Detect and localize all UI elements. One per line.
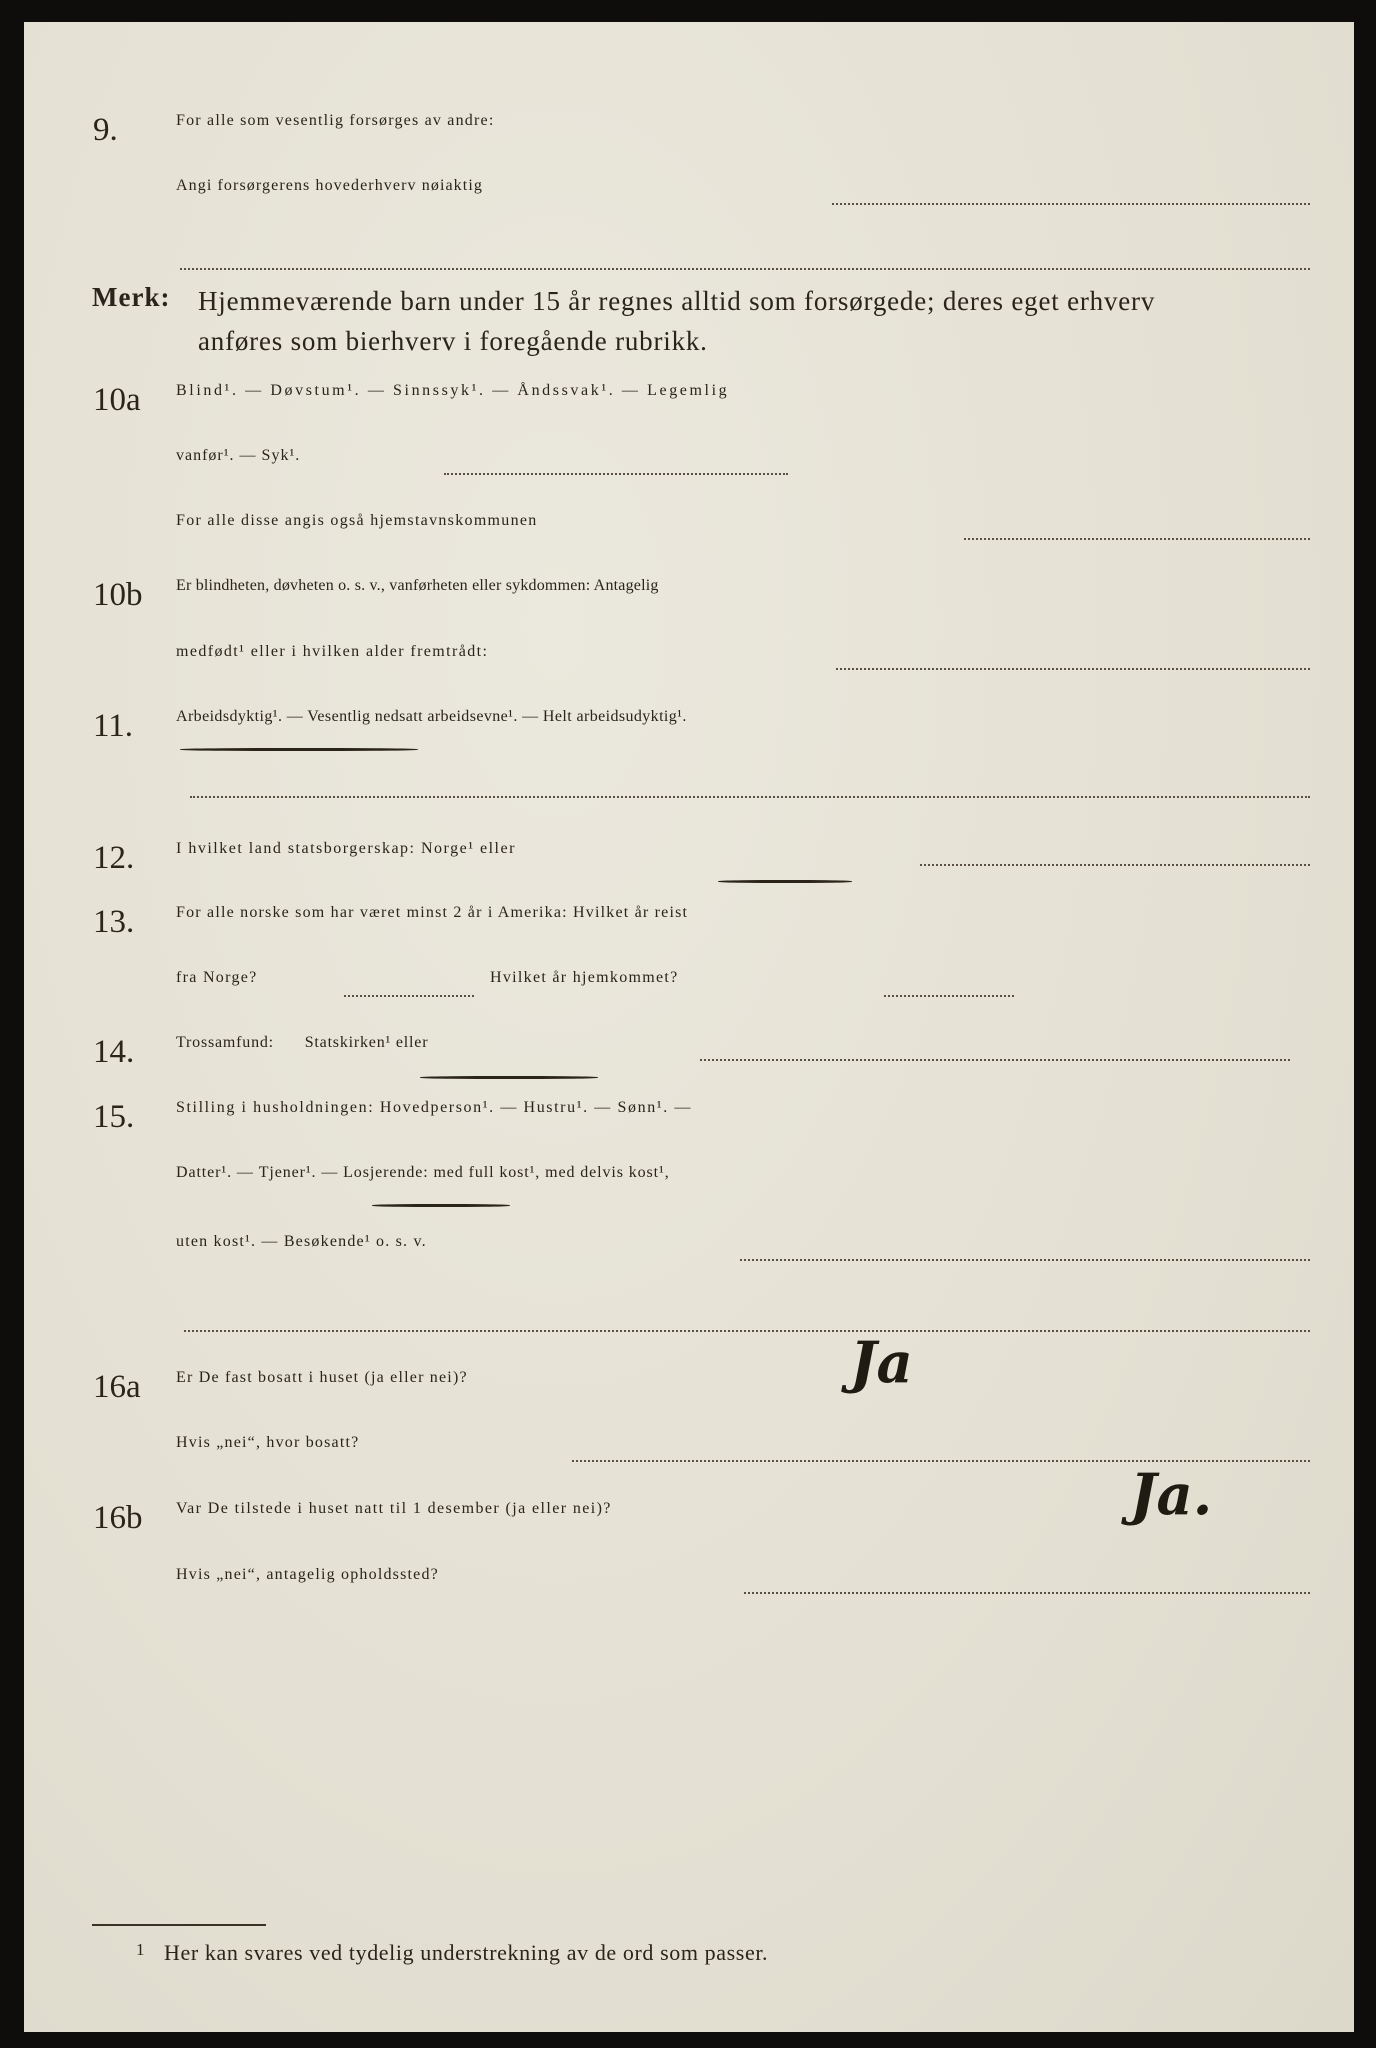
- q13-departure-line: [344, 995, 474, 997]
- q13-line2a: fra Norge?: [176, 969, 258, 986]
- q15-handwritten-underline: [372, 1204, 510, 1207]
- q10b-age-line: [836, 668, 1310, 670]
- q16b-location-line: [744, 1592, 1310, 1594]
- q12-number: 12.: [93, 840, 135, 876]
- q14-number: 14.: [93, 1034, 135, 1070]
- q11-line: [176, 708, 687, 726]
- q15-option-tjener[interactable]: Tjener¹.: [258, 1164, 317, 1181]
- merk-line2: anføres som bierhverv i foregående rubrikk.: [198, 326, 708, 356]
- q14-answer-line: [700, 1059, 1290, 1061]
- q11-answer-line: [190, 796, 1310, 798]
- merk-label: Merk:: [92, 282, 171, 312]
- q11-rest: — Vesentlig nedsatt arbeidsevne¹. — Helt arbeidsudyktig¹.: [282, 708, 687, 725]
- q16a-handwritten-answer[interactable]: Ja: [850, 1330, 913, 1396]
- q15-line1: Stilling i husholdningen: Hovedperson¹. — Hustru¹. — Sønn¹. —: [176, 1099, 692, 1116]
- q16b-handwritten-answer[interactable]: Ja.: [1130, 1462, 1213, 1528]
- q12-answer-line: [920, 864, 1310, 866]
- q10a-municipality-line: [964, 538, 1310, 540]
- q10a-line3: For alle disse angis også hjemstavnskommunen: [176, 512, 538, 529]
- q9-line2: Angi forsørgerens hovederhverv nøiaktig: [176, 177, 483, 194]
- q9-answer-line: [832, 203, 1310, 205]
- q9-line1: For alle som vesentlig forsørges av andre:: [176, 112, 495, 129]
- q10b-line2: medfødt¹ eller i hvilken alder fremtrådt:: [176, 643, 489, 660]
- q12-handwritten-underline: [718, 880, 852, 883]
- q9-answer-line-2: [180, 268, 1310, 270]
- q15-answer-line-2: [184, 1330, 1310, 1332]
- q13-line1: For alle norske som har været minst 2 år i Amerika: Hvilket år reist: [176, 904, 689, 921]
- q10a-line2: vanfør¹. — Syk¹.: [176, 447, 301, 464]
- q14-suffix: eller: [391, 1034, 429, 1051]
- q13-return-line: [884, 995, 1014, 997]
- q12-prefix: I hvilket land statsborgerskap:: [176, 840, 421, 857]
- q13-number: 13.: [93, 904, 135, 940]
- q15-line3: uten kost¹. — Besøkende¹ o. s. v.: [176, 1233, 427, 1250]
- q13-line2b: Hvilket år hjemkommet?: [490, 969, 679, 986]
- q16a-line1: Er De fast bosatt i huset (ja eller nei)?: [176, 1369, 468, 1386]
- footnote-mark: 1: [136, 1940, 145, 1959]
- q15-losjerende: — Losjerende: med full kost¹, med delvis kost¹,: [316, 1164, 670, 1181]
- q15-answer-line: [740, 1259, 1310, 1261]
- q12-suffix: eller: [474, 840, 516, 857]
- q16a-number: 16a: [93, 1369, 141, 1405]
- q14-prefix: Trossamfund:: [176, 1034, 279, 1051]
- footnote-rule: [92, 1924, 266, 1926]
- q10a-number: 10a: [93, 382, 141, 418]
- q11-number: 11.: [93, 708, 134, 744]
- q16b-number: 16b: [93, 1500, 143, 1536]
- q15-number: 15.: [93, 1099, 135, 1135]
- q10b-line1: Er blindheten, døvheten o. s. v., vanførheten eller sykdommen: Antagelig: [176, 577, 659, 594]
- q16b-line1: Var De tilstede i huset natt til 1 desember (ja eller nei)?: [176, 1500, 612, 1517]
- q9-number: 9.: [93, 112, 118, 148]
- q12-line: [176, 840, 516, 858]
- q11-option-arbeidsdyktig[interactable]: Arbeidsdyktig¹.: [176, 708, 283, 725]
- q11-handwritten-underline: [180, 748, 418, 751]
- q14-handwritten-underline: [420, 1076, 598, 1079]
- q10b-number: 10b: [93, 577, 143, 613]
- q15-line2: [176, 1164, 670, 1182]
- q12-option-norge[interactable]: Norge¹: [421, 840, 475, 857]
- merk-line1: Hjemmeværende barn under 15 år regnes alltid som forsørgede; deres eget erhverv: [198, 286, 1156, 316]
- q16a-line2: Hvis „nei“, hvor bosatt?: [176, 1434, 360, 1451]
- q16b-line2: Hvis „nei“, antagelig opholdssted?: [176, 1566, 439, 1583]
- q15-datter: Datter¹. —: [176, 1164, 259, 1181]
- q14-line: [176, 1034, 428, 1052]
- footnote-text: Her kan svares ved tydelig understrekning av de ord som passer.: [164, 1940, 769, 1965]
- q14-option-statskirken[interactable]: Statskirken¹: [304, 1034, 392, 1051]
- q10a-line1: Blind¹. — Døvstum¹. — Sinnssyk¹. — Åndssvak¹. — Legemlig: [176, 382, 730, 399]
- q10a-sick-line: [444, 473, 788, 475]
